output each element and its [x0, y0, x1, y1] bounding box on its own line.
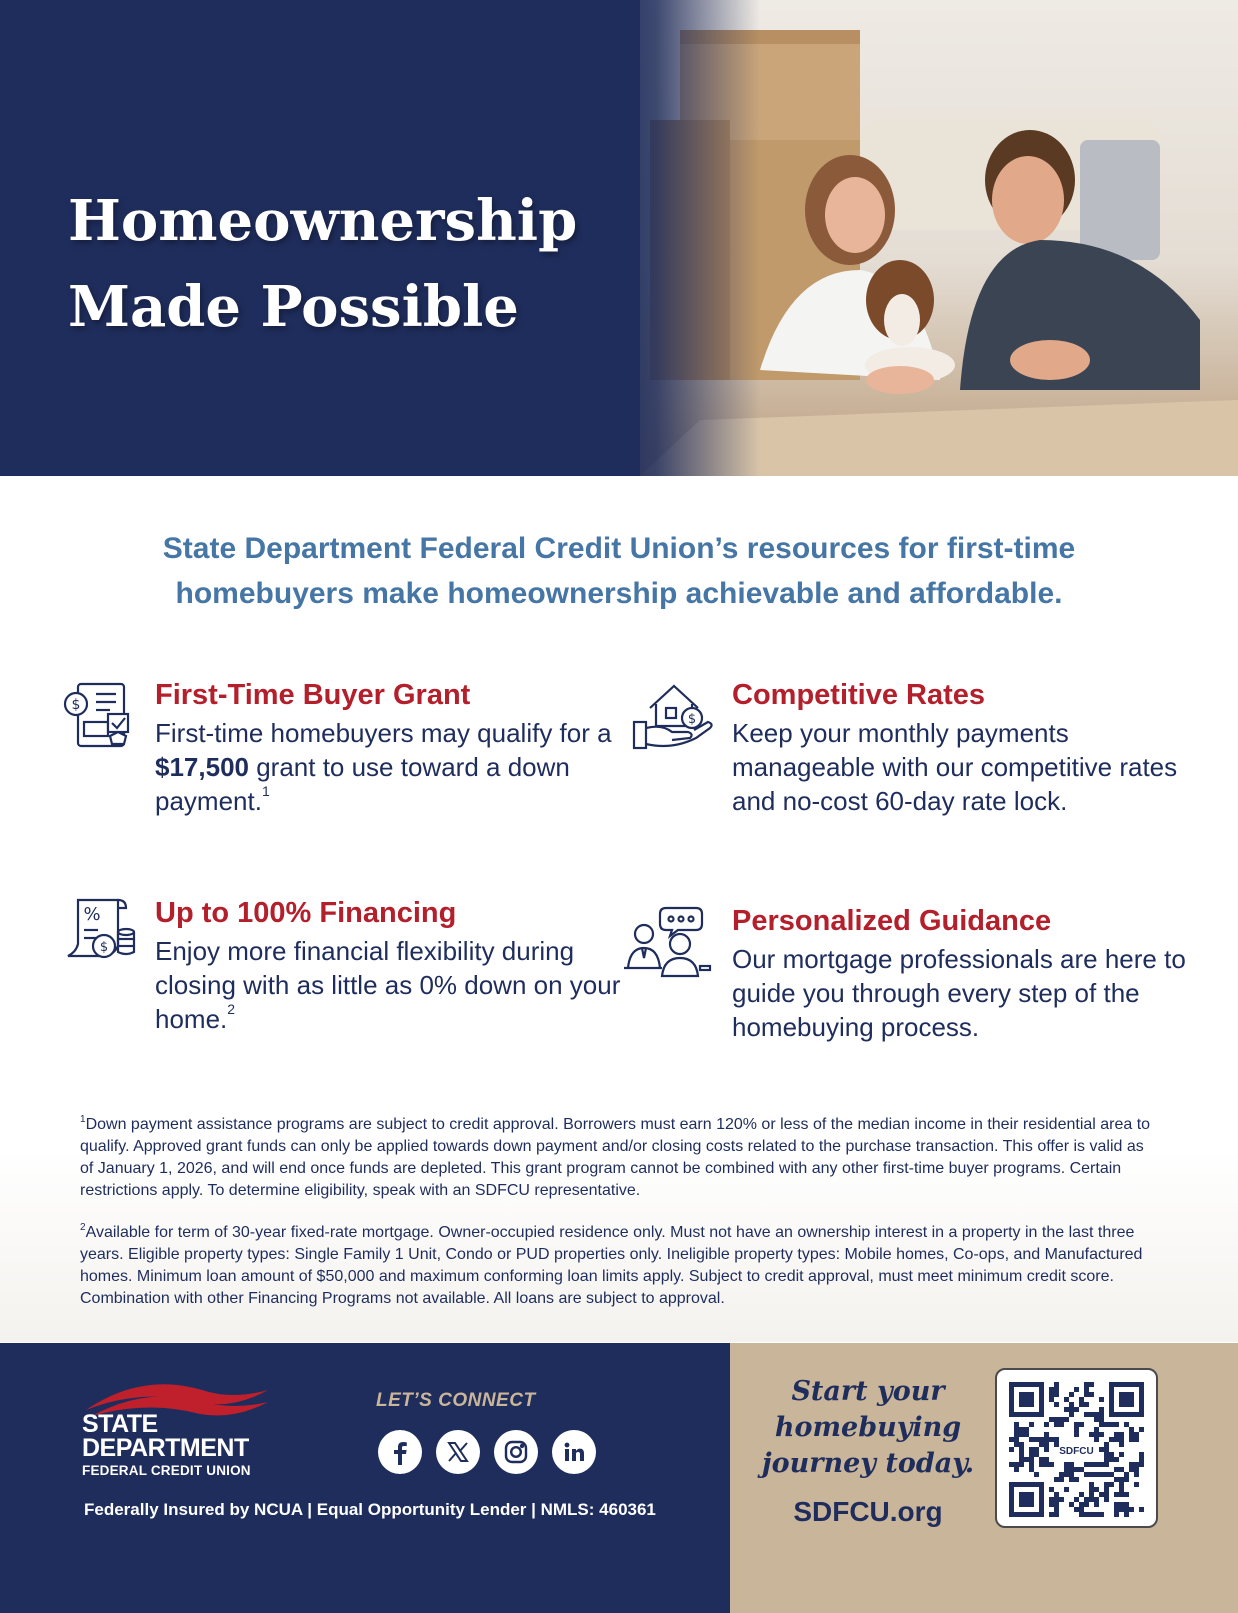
footnotes: [80, 1114, 1160, 1330]
cta-line-2: homebuying: [774, 1412, 962, 1443]
lets-connect-label: LET’S CONNECT: [376, 1390, 536, 1411]
footnote-2: $^2$Available for term of 30-year fixed-rate mortgage. Owner-occupied residence only. Must not have an ownership interest in a property in the last three years. Eligible property types: Single Family 1 Unit, Condo or PUD properties only. Ineligible property types: Mobile homes, Co-ops, and Manufactured homes. Minimum loan amount of $50,000 and maximum conforming loan limits apply. Subject to credit approval, must meet minimum credit score. Combination with other Financing Programs not available. All loans are subject to approval.: [80, 1222, 1143, 1307]
svg-text:$: $: [71, 697, 81, 713]
hero-banner: [0, 0, 1238, 476]
footnote-marker: 2: [227, 1001, 236, 1017]
cta-line-1: Start your: [791, 1376, 945, 1407]
sdfcu-logo: [82, 1412, 251, 1482]
footnote-marker: 1: [261, 783, 270, 799]
qr-code[interactable]: [995, 1368, 1158, 1528]
x-icon[interactable]: [436, 1430, 480, 1474]
qr-code-icon: [1009, 1382, 1144, 1517]
feature-description: Enjoy more financial flexibility during closing with as little as 0% down on your home.$^2$: [155, 936, 621, 1034]
call-to-action: [752, 1374, 984, 1482]
feature-description: Keep your monthly payments manageable with our competitive rates and no-cost 60-day rate lock.: [732, 718, 1178, 816]
grant-document-icon: [62, 678, 138, 758]
page-title: [68, 178, 628, 350]
qr-center-label: SDFCU: [1059, 1446, 1094, 1457]
grant-amount: $17,500: [155, 752, 249, 782]
linkedin-icon[interactable]: [552, 1430, 596, 1474]
advisor-meeting-icon: [622, 904, 714, 984]
house-in-hand-icon: [632, 678, 718, 758]
percent-receipt-coins-icon: [62, 896, 138, 970]
instagram-icon[interactable]: [494, 1430, 538, 1474]
svg-text:$: $: [99, 940, 109, 955]
logo-line-1: STATE: [82, 1410, 158, 1438]
logo-line-2: DEPARTMENT: [82, 1434, 249, 1462]
feature-title: Up to 100% Financing: [155, 897, 457, 929]
feature-title: Personalized Guidance: [732, 905, 1052, 937]
logo-line-3: FEDERAL CREDIT UNION: [82, 1463, 251, 1478]
website-link[interactable]: SDFCU.org: [793, 1496, 943, 1527]
cta-line-3: journey today.: [761, 1448, 975, 1479]
footnote-1-marker: 1: [80, 1114, 86, 1125]
legal-disclosure: Federally Insured by NCUA | Equal Opportunity Lender | NMLS: 460361: [84, 1500, 656, 1519]
svg-text:%: %: [83, 904, 101, 925]
title-line-2: Made Possible: [68, 274, 519, 340]
feature-title: First-Time Buyer Grant: [155, 679, 471, 711]
intro-statement: State Department Federal Credit Union’s resources for first-time homebuyers make homeownership achievable and affordable.: [162, 532, 1076, 610]
footnote-1: $^1$Down payment assistance programs are subject to credit approval. Borrowers must earn 120% or less of the median income in their residential area to qualify. Approved grant funds can only be applied towards down payment and/or closing costs related to the purchase transaction. This offer is valid as of January 1, 2026, and will end once funds are depleted. This grant program cannot be combined with any other first-time buyer programs. Certain restrictions apply. To determine eligibility, speak with an SDFCU representative.: [80, 1114, 1151, 1199]
footnote-2-marker: 2: [80, 1222, 86, 1233]
facebook-icon[interactable]: [378, 1430, 422, 1474]
feature-title: Competitive Rates: [732, 679, 986, 711]
feature-description: Our mortgage professionals are here to guide you through every step of the homebuying process.: [732, 944, 1186, 1042]
svg-text:$: $: [687, 712, 697, 727]
title-line-1: Homeownership: [68, 188, 578, 254]
feature-description: First-time homebuyers may qualify for a $17,500 grant to use toward a down payment.$^1$: [155, 718, 612, 816]
